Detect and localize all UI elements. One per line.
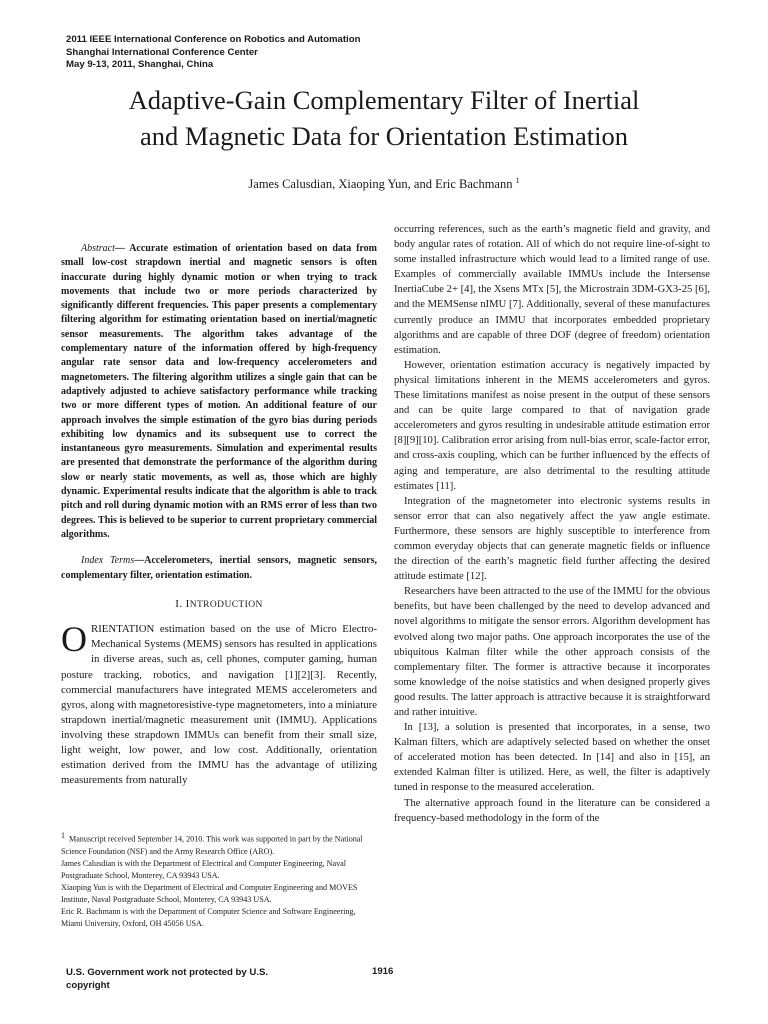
footnote-funding-text: Manuscript received September 14, 2010. This work was supported in part by the National Science Foundation (NSF) and the Army Research Office (ARO). <box>61 834 363 856</box>
paragraph: occurring references, such as the earth’s magnetic field and gravity, and body angular rates of rotation. All of which do not require line-of-sight to some installed infrastructure which would lead to a limited range of use. Examples of commercially available IMMUs include the Intersense InertiaCube 2+ [4], the Xsens MTx [5], the Microstrain 3DM-GX3-25 [6], and the MEMSense nIMU [7]. Additionally, several of these manufactures currently produce an IMMU that incorporates embedded proprietary algorithms and are capable of three DOF (degree of freedom) orientation estimation. <box>394 224 710 356</box>
footnote-author-3: Eric R. Bachmann is with the Department of Computer Science and Software Engineering, Miami University, Oxford, OH 45056 USA. <box>61 906 356 928</box>
footnote-author-1: James Calusdian is with the Department of Electrical and Computer Engineering, Naval Postgraduate School, Monterey, CA 93943 USA. <box>61 858 346 880</box>
abstract <box>61 242 377 542</box>
author-list <box>30 176 738 192</box>
footnotes <box>61 830 377 930</box>
footnote-funding <box>61 830 377 858</box>
copyright-line-1: U.S. Government work not protected by U.S. <box>66 967 269 978</box>
abstract-label: Abstract <box>81 243 115 254</box>
index-terms-text: —Accelerometers, inertial sensors, magnetic sensors, complementary filter, orientation estimation. <box>61 555 377 581</box>
conference-name: 2011 IEEE International Conference on Robotics and Automation <box>66 34 361 45</box>
section-numeral: I. <box>175 597 183 610</box>
drop-cap: O <box>61 619 87 660</box>
footnote-marker: 1 <box>61 831 65 840</box>
abstract-text: — Accurate estimation of orientation based on data from small low-cost strapdown inertial and magnetic sensors is often inaccurate during highly dynamic motion or when trying to track movements that include two or more periods characterized by significantly different frequencies. This paper presents a complementary filtering algorithm for estimating orientation based on inertial/magnetic sensor measurements. The algorithm takes advantage of the complementary nature of the information offered by high-frequency angular rate sensor data and low-frequency accelerometers and magnetometers. The filtering algorithm utilizes a single gain that can be adaptively adjusted to achieve satisfactory performance while tracking two or more different types of motion. An additional feature of our approach involves the simple estimation of the gyro bias during periods exhibiting low dynamics and its subsequent use to correct the instantaneous gyro measurements. Simulation and experimental results are presented that demonstrate the performance of the algorithm during slow or nearly static movements, as well as, those which are highly dynamic. Experimental results indicate that the algorithm is able to track pitch and roll during dynamic motion with an RMS error of less than two degrees. This is believed to be superior to current proprietary commercial algorithms. <box>61 243 377 540</box>
author-footnote-marker: 1 <box>515 176 520 185</box>
title-line-1: Adaptive-Gain Complementary Filter of Inertial <box>128 85 640 115</box>
page-number: 1916 <box>372 966 394 977</box>
paragraph: Researchers have been attracted to the use of the IMMU for the obvious benefits, but have been challenged by the need to develop advanced and novel algorithms to mitigate the sensor errors. Algorithm development has evolved along two major paths. One approach incorporates the use of the ubiquitous Kalman filter while the other approach consists of the complementary filter. The former is attractive because it incorporates some knowledge of the noise statistics and when designed properly gives good results. The latter approach is attractive because it is straightforward and rather intuitive. <box>394 586 710 718</box>
left-column <box>61 242 377 788</box>
copyright-line-2: copyright <box>66 980 110 991</box>
paragraph: However, orientation estimation accuracy is negatively impacted by physical limitations inherent in the MEMS accelerometers and gyros. These limitations manifest as noise present in the output of these sensors and can be quite large compared to that of navigation grade accelerometers and gyros resulting in undesirable attitude estimation error [8][9][10]. Calibration error arising from null-bias error, scale-factor error, and cross-axis coupling, which can be further influenced by the effects of aging and temperature, are also detrimental to the resulting attitude estimates [11]. <box>394 359 710 492</box>
paragraph: In [13], a solution is presented that incorporates, in a sense, two Kalman filters, which are adaptively selected based on whether the onset of accelerated motion has been detected. In [14] and also in [15], an extended Kalman filter is utilized. Here, as well, the filter is adaptively tuned in response to the measured acceleration. <box>394 722 710 794</box>
section-title-rest: NTRODUCTION <box>189 599 263 610</box>
copyright-notice <box>66 966 268 992</box>
section-title-initial: I <box>185 597 190 610</box>
conference-dates: May 9-13, 2011, Shanghai, China <box>66 59 214 70</box>
footnote-author-2: Xiaoping Yun is with the Department of Electrical and Computer Engineering and MOVES Institute, Naval Postgraduate School, Monterey, CA 93943 USA. <box>61 882 358 904</box>
paragraph: Integration of the magnetometer into electronic systems results in sensor error that can also negatively affect the yaw angle estimate. Furthermore, these sensors are highly susceptible to interference from common everyday objects that can generate magnetic fields or influence the direction of the earth’s magnetic field further affecting the desired attitude estimate [12]. <box>394 495 710 583</box>
title-line-2: and Magnetic Data for Orientation Estimation <box>140 121 628 151</box>
author-names: James Calusdian, Xiaoping Yun, and Eric Bachmann <box>248 177 513 192</box>
intro-smallcaps: RIENTATION <box>91 623 155 636</box>
section-heading-introduction <box>61 597 377 612</box>
index-terms-label: Index Terms <box>81 555 135 567</box>
intro-paragraph <box>61 619 377 788</box>
index-terms <box>61 554 377 583</box>
conference-header <box>66 34 360 72</box>
intro-text: estimation based on the use of Micro Electro-Mechanical Systems (MEMS) sensors has resulted in applications in diverse areas, such as, cell phones, computer gaming, human posture tracking, robotics, and navigation [1][2][3]. Recently, commercial manufacturers have integrated MEMS accelerometers and gyros, along with magnetoresistive-type magnetometers, into a miniature strapdown inertial/magnetic measurement unit (IMMU). Applications involving these strapdown IMMUs can benefit from their small size, light weight, low power, and low cost. Additionally, orientation estimation derived from the IMMU has the advantage of utilizing measurements from naturally <box>61 623 377 787</box>
conference-venue: Shanghai International Conference Center <box>66 46 258 58</box>
paper-title <box>30 82 738 154</box>
right-column <box>394 222 710 826</box>
paragraph: The alternative approach found in the literature can be considered a frequency-based methodology in the form of the <box>394 797 710 824</box>
